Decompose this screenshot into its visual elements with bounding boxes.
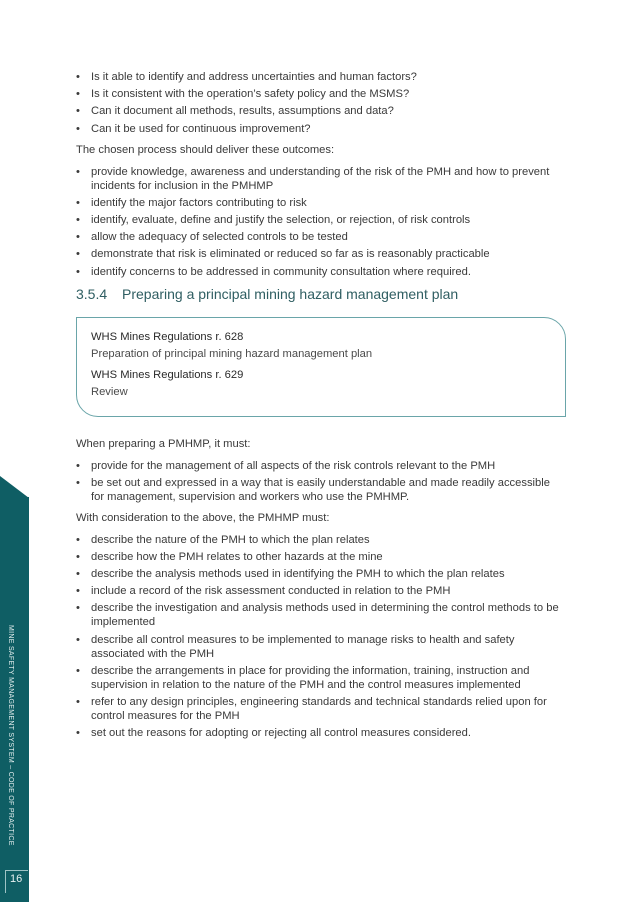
- list-item: • Is it able to identify and address uncertainties and human factors?: [76, 70, 566, 84]
- intro-bullet-list: [76, 70, 566, 136]
- list-item: • identify, evaluate, define and justify the selection, or rejection, of risk controls: [76, 213, 566, 227]
- list-item: • describe the analysis methods used in identifying the PMH to which the plan relates: [76, 567, 566, 581]
- sidebar-notch: [0, 476, 29, 498]
- list-item: • Is it consistent with the operation’s safety policy and the MSMS?: [76, 87, 566, 101]
- list-item: • be set out and expressed in a way that is easily understandable and made readily accessible for management, supervision and workers who use the PMHMP.: [76, 476, 566, 504]
- regulation-callout: [76, 317, 566, 417]
- outcomes-list: [76, 165, 566, 279]
- regulation-description: Preparation of principal mining hazard management plan: [91, 347, 373, 360]
- list-item: • Can it document all methods, results, assumptions and data?: [76, 104, 566, 118]
- section-heading: [76, 285, 566, 303]
- list-item: • set out the reasons for adopting or rejecting all control measures considered.: [76, 726, 566, 740]
- must-list: [76, 533, 566, 741]
- list-item: • provide for the management of all aspects of the risk controls relevant to the PMH: [76, 459, 566, 473]
- list-item: • describe how the PMH relates to other hazards at the mine: [76, 550, 566, 564]
- document-title-vertical: MINE SAFETY MANAGEMENT SYSTEM – CODE OF PRACTICE: [7, 625, 14, 846]
- section-title: Preparing a principal mining hazard management plan: [122, 285, 459, 302]
- list-item: • refer to any design principles, engineering standards and technical standards relied upon for control measures for the PMH: [76, 695, 566, 723]
- page-number: 16: [10, 873, 23, 885]
- list-item: • provide knowledge, awareness and understanding of the risk of the PMH and how to prevent incidents for inclusion in the PMHMP: [76, 165, 566, 193]
- list-item: • allow the adequacy of selected controls to be tested: [76, 230, 566, 244]
- regulation-title: WHS Mines Regulations r. 628: [91, 330, 244, 343]
- list-item: • describe the investigation and analysis methods used in determining the control methods to be implemented: [76, 601, 566, 629]
- regulation-description: Review: [91, 385, 128, 398]
- list-item: • include a record of the risk assessment conducted in relation to the PMH: [76, 584, 566, 598]
- page-content: [76, 70, 566, 743]
- must-intro: With consideration to the above, the PMHMP must:: [76, 511, 330, 524]
- list-item: • describe the nature of the PMH to which the plan relates: [76, 533, 566, 547]
- list-item: • identify the major factors contributing to risk: [76, 196, 566, 210]
- list-item: • identify concerns to be addressed in community consultation where required.: [76, 265, 566, 279]
- list-item: • Can it be used for continuous improvement?: [76, 122, 566, 136]
- sidebar-band: [0, 497, 29, 902]
- preparing-list: [76, 459, 566, 504]
- section-number: 3.5.4: [76, 285, 108, 302]
- outcomes-intro: The chosen process should deliver these outcomes:: [76, 143, 335, 156]
- regulation-title: WHS Mines Regulations r. 629: [91, 368, 244, 381]
- list-item: • describe all control measures to be implemented to manage risks to health and safety associated with the PMH: [76, 633, 566, 661]
- list-item: • describe the arrangements in place for providing the information, training, instruction and supervision in relation to the nature of the PMH and the control measures implemented: [76, 664, 566, 692]
- preparing-intro: When preparing a PMHMP, it must:: [76, 437, 251, 450]
- list-item: • demonstrate that risk is eliminated or reduced so far as is reasonably practicable: [76, 247, 566, 261]
